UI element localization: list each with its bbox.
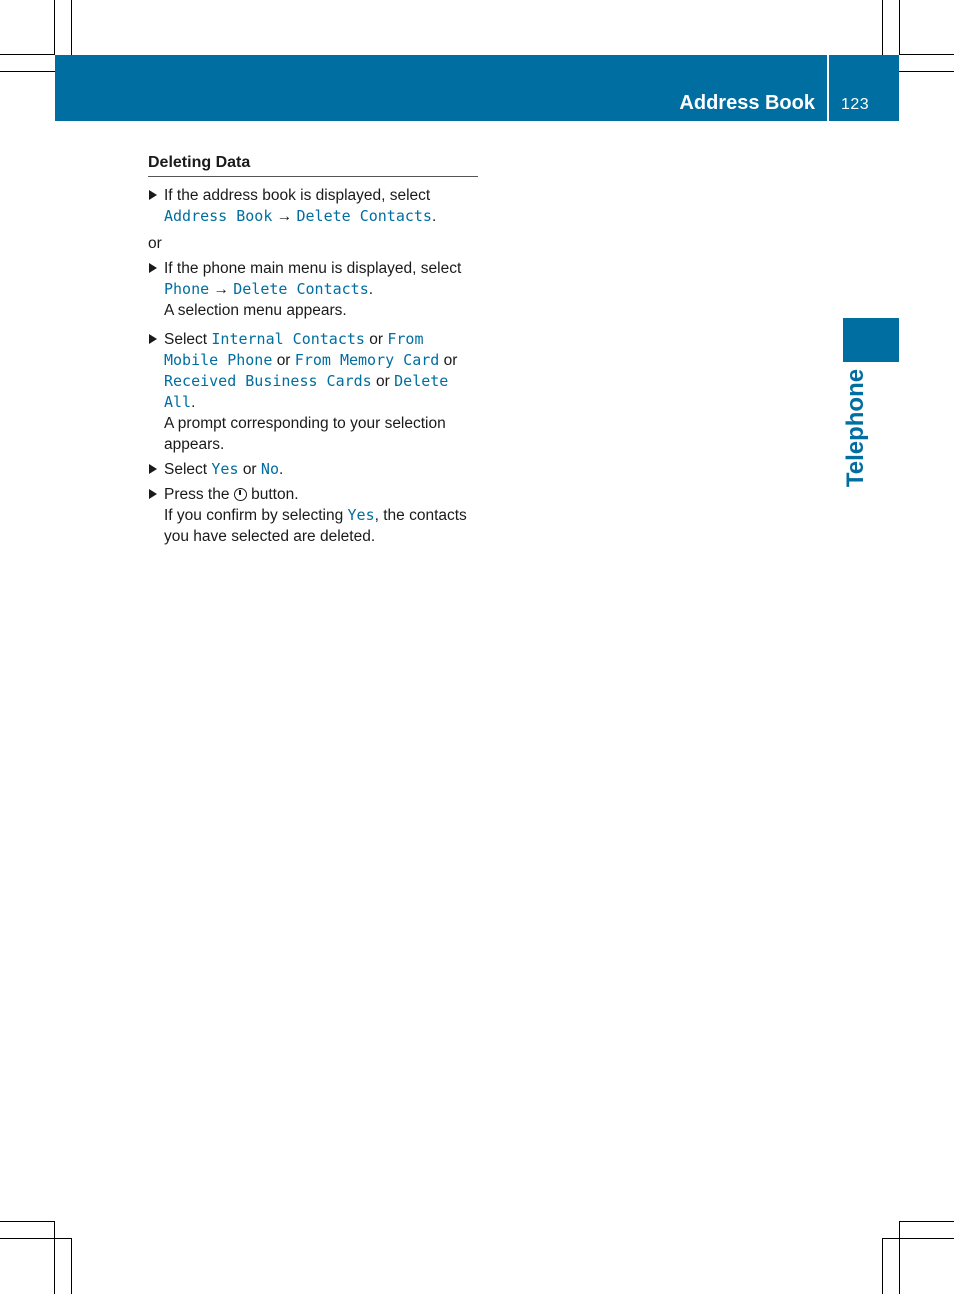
- punctuation: .: [278, 461, 284, 478]
- header-bar: [55, 55, 899, 121]
- crop-mark: [899, 54, 954, 55]
- step-text: button.: [251, 486, 299, 503]
- crop-mark: [882, 1238, 883, 1294]
- crop-mark: [71, 0, 72, 55]
- header-divider: [827, 55, 829, 121]
- step-text: If the phone main menu is displayed, select: [164, 260, 462, 277]
- or-text: or: [369, 331, 384, 348]
- step-press-button: [148, 484, 478, 547]
- crop-mark: [0, 1238, 71, 1239]
- option-no: No: [260, 460, 279, 478]
- crop-mark: [71, 1238, 72, 1294]
- step-confirm: [148, 459, 478, 480]
- crop-mark: [54, 1221, 55, 1294]
- step-result: A prompt corresponding to your selection appears.: [164, 415, 446, 453]
- option-internal-contacts: Internal Contacts: [211, 330, 365, 348]
- page-number: 123: [841, 96, 870, 113]
- option-received-business-cards: Received Business Cards: [164, 372, 372, 390]
- crop-mark: [899, 71, 954, 72]
- main-content: [148, 152, 478, 551]
- step-select-source: [148, 329, 478, 455]
- heading: Deleting Data: [148, 152, 478, 177]
- or-text: or: [443, 352, 458, 369]
- result-text: If you confirm by selecting: [164, 507, 344, 524]
- section-title: Address Book: [679, 92, 815, 114]
- menu-item-address-book: Address Book: [164, 207, 273, 225]
- step-phone-menu: [148, 258, 478, 321]
- option-from-mobile-phone: From Mobile Phone: [164, 330, 424, 369]
- crop-mark: [0, 54, 55, 55]
- controller-knob-icon: [234, 488, 247, 501]
- arrow-icon: →: [213, 281, 229, 298]
- crop-mark: [54, 0, 55, 55]
- option-yes: Yes: [347, 506, 375, 524]
- or-text: or: [376, 373, 390, 390]
- step-text: If the address book is displayed, select: [164, 187, 431, 204]
- punctuation: .: [368, 281, 374, 298]
- step-result: [164, 505, 478, 547]
- crop-mark: [899, 0, 900, 55]
- crop-mark: [0, 1221, 55, 1222]
- menu-item-delete-contacts: Delete Contacts: [296, 207, 432, 225]
- option-from-memory-card: From Memory Card: [294, 351, 440, 369]
- punctuation: .: [431, 208, 437, 225]
- step-address-book: [148, 185, 478, 227]
- menu-item-delete-contacts: Delete Contacts: [233, 280, 369, 298]
- result-text: , the contacts you have selected are deleted.: [164, 507, 467, 545]
- menu-item-phone: Phone: [164, 280, 210, 298]
- or-text: or: [148, 235, 162, 252]
- side-tab-label: Telephone: [842, 368, 869, 488]
- or-text: or: [276, 352, 291, 369]
- crop-mark: [0, 71, 55, 72]
- step-text: Select: [164, 461, 208, 478]
- step-text: Select: [164, 331, 208, 348]
- punctuation: .: [191, 394, 196, 411]
- arrow-icon: →: [276, 208, 293, 225]
- step-result: A selection menu appears.: [164, 302, 347, 319]
- or-text: or: [242, 461, 257, 478]
- crop-mark: [899, 1221, 954, 1222]
- crop-mark: [882, 1238, 954, 1239]
- step-text: Press the: [164, 486, 230, 503]
- option-yes: Yes: [211, 460, 239, 478]
- crop-mark: [899, 1221, 900, 1294]
- crop-mark: [882, 0, 883, 55]
- option-delete-all: Delete All: [164, 372, 449, 411]
